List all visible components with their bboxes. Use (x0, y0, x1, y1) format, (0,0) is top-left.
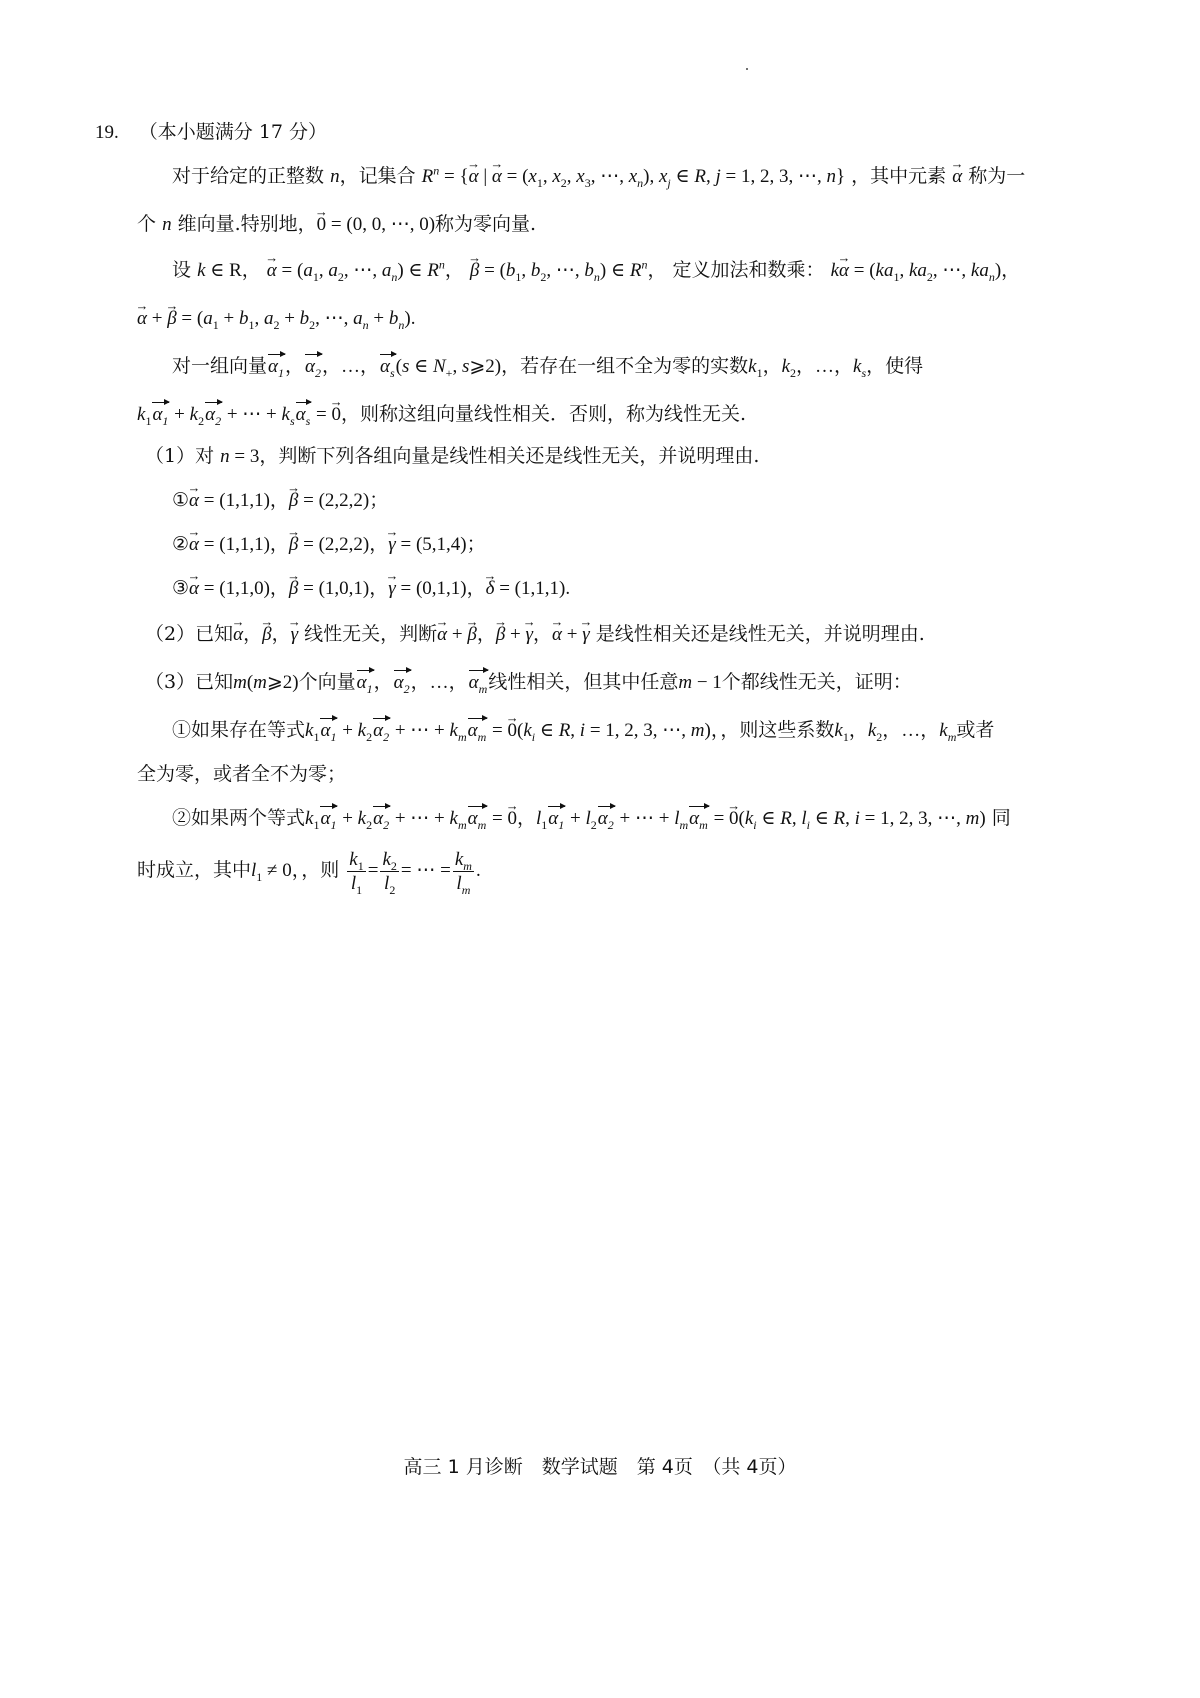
fraction-k2-l2: $\frac{k_2}{l_2}$ (382, 848, 397, 897)
scan-speck (746, 68, 748, 70)
part3-claim-2-line-2: 时成立，其中$l_1 \ne 0$，，则 $\frac{k_1}{l_1}$ = $\frac{k_2}{l_2}$ = ⋯ = $\frac{k_m}{l_m}$ . (137, 848, 481, 897)
part1-item-1: ①→ α = (1,1,1)，→ β = (2,2,2)； (172, 486, 388, 515)
score-note: （本小题满分 17 分） (138, 121, 328, 143)
intro-line-1: 对于给定的正整数 n，记集合 $R^n$ = {→ α | → $\alpha = (x_1$, $x_2$, $x_3$, ⋯, $x_n$), $x_j$ ∈ R, j = 1, 2, 3, ⋯, n} ，其中元素 → α 称为一 (172, 162, 1025, 191)
question-number: 19. (95, 122, 119, 143)
intro-line-2: 个 n 维向量.特别地，→ 0 = (0, 0, ⋯, 0)称为零向量. (137, 210, 536, 239)
fraction-km-lm: $\frac{k_m}{l_m}$ (454, 848, 472, 897)
part1-prompt: （1）对 n = 3，判断下列各组向量是线性相关还是线性无关，并说明理由. (145, 445, 760, 467)
part3-claim-1-line-1: ①如果存在等式$k_1\alpha_1 + k_2\alpha_2$ + ⋯ + $k_m\alpha_m$ = → $0(k_i$ ∈ R, i = 1, 2, 3, ⋯, m)，，则这些系数$k_1$，$k_2$，…，$k_m$或者 (172, 716, 994, 745)
part3-prompt: （3）已知m(m⩾2)个向量$\alpha_1$，$\alpha_2$，…，$\alpha_m$线性相关，但其中任意m − 1个都线性无关，证明： (145, 671, 912, 696)
part1-item-3: ③→ α = (1,1,0)，→ β = (1,0,1)，→ γ = (0,1,1)，→ δ = (1,1,1). (172, 574, 570, 603)
linear-definition-line-2: $k_1\alpha_1 + k_2\alpha_2$ + ⋯ + $k_s\alpha_s$ = → 0，则称这组向量线性相关．否则，称为线性无关. (137, 400, 746, 429)
part1-item-2: ②→ α = (1,1,1)，→ β = (2,2,2)，→ γ = (5,1,4)； (172, 530, 486, 559)
linear-definition-line-1: 对一组向量$\alpha_1$，$\alpha_2$，…，$\alpha_s(s$ ∈ $N_+$, s⩾2)，若存在一组不全为零的实数$k_1$，$k_2$，…，$k_s$，使得 (172, 355, 924, 380)
part3-claim-2-line-1: ②如果两个等式$k_1\alpha_1 + k_2\alpha_2$ + ⋯ + $k_m\alpha_m$ = → 0，$l_1\alpha_1 + l_2\alpha_2$ + ⋯ + $l_m\alpha_m$ = → $0(k_i$ ∈ R, $l_i$ ∈ R, i = 1, 2, 3, ⋯, m) 同 (172, 804, 1011, 833)
part2-prompt: （2）已知→ α，→ β，→ γ 线性无关，判断→ α + → β，→ β + → γ，→ α + → γ 是线性相关还是线性无关，并说明理由. (145, 620, 925, 649)
fraction-k1-l1: $\frac{k_1}{l_1}$ (349, 848, 364, 897)
part3-claim-1-line-2: 全为零，或者全不为零； (137, 763, 347, 785)
definition-line-2: → α + → $\beta = (a_1 + b_1$, $a_2 + b_2$, ⋯, $a_n + b_n$). (137, 304, 415, 333)
page-footer: 高三 1 月诊断 数学试题 第 4页 （共 4页） (403, 1456, 797, 1478)
definition-line-1: 设 k ∈ R， → $\alpha = (a_1$, $a_2$, ⋯, $a_n$) ∈ $R^n$， → $\beta = (b_1$, $b_2$, ⋯, $b_n$) ∈ $R^n$， 定义加法和数乘： $k\to \alpha = (ka_1$, $ka_2$, ⋯, $ka_n$)， (172, 256, 1020, 285)
question-header (95, 118, 327, 147)
